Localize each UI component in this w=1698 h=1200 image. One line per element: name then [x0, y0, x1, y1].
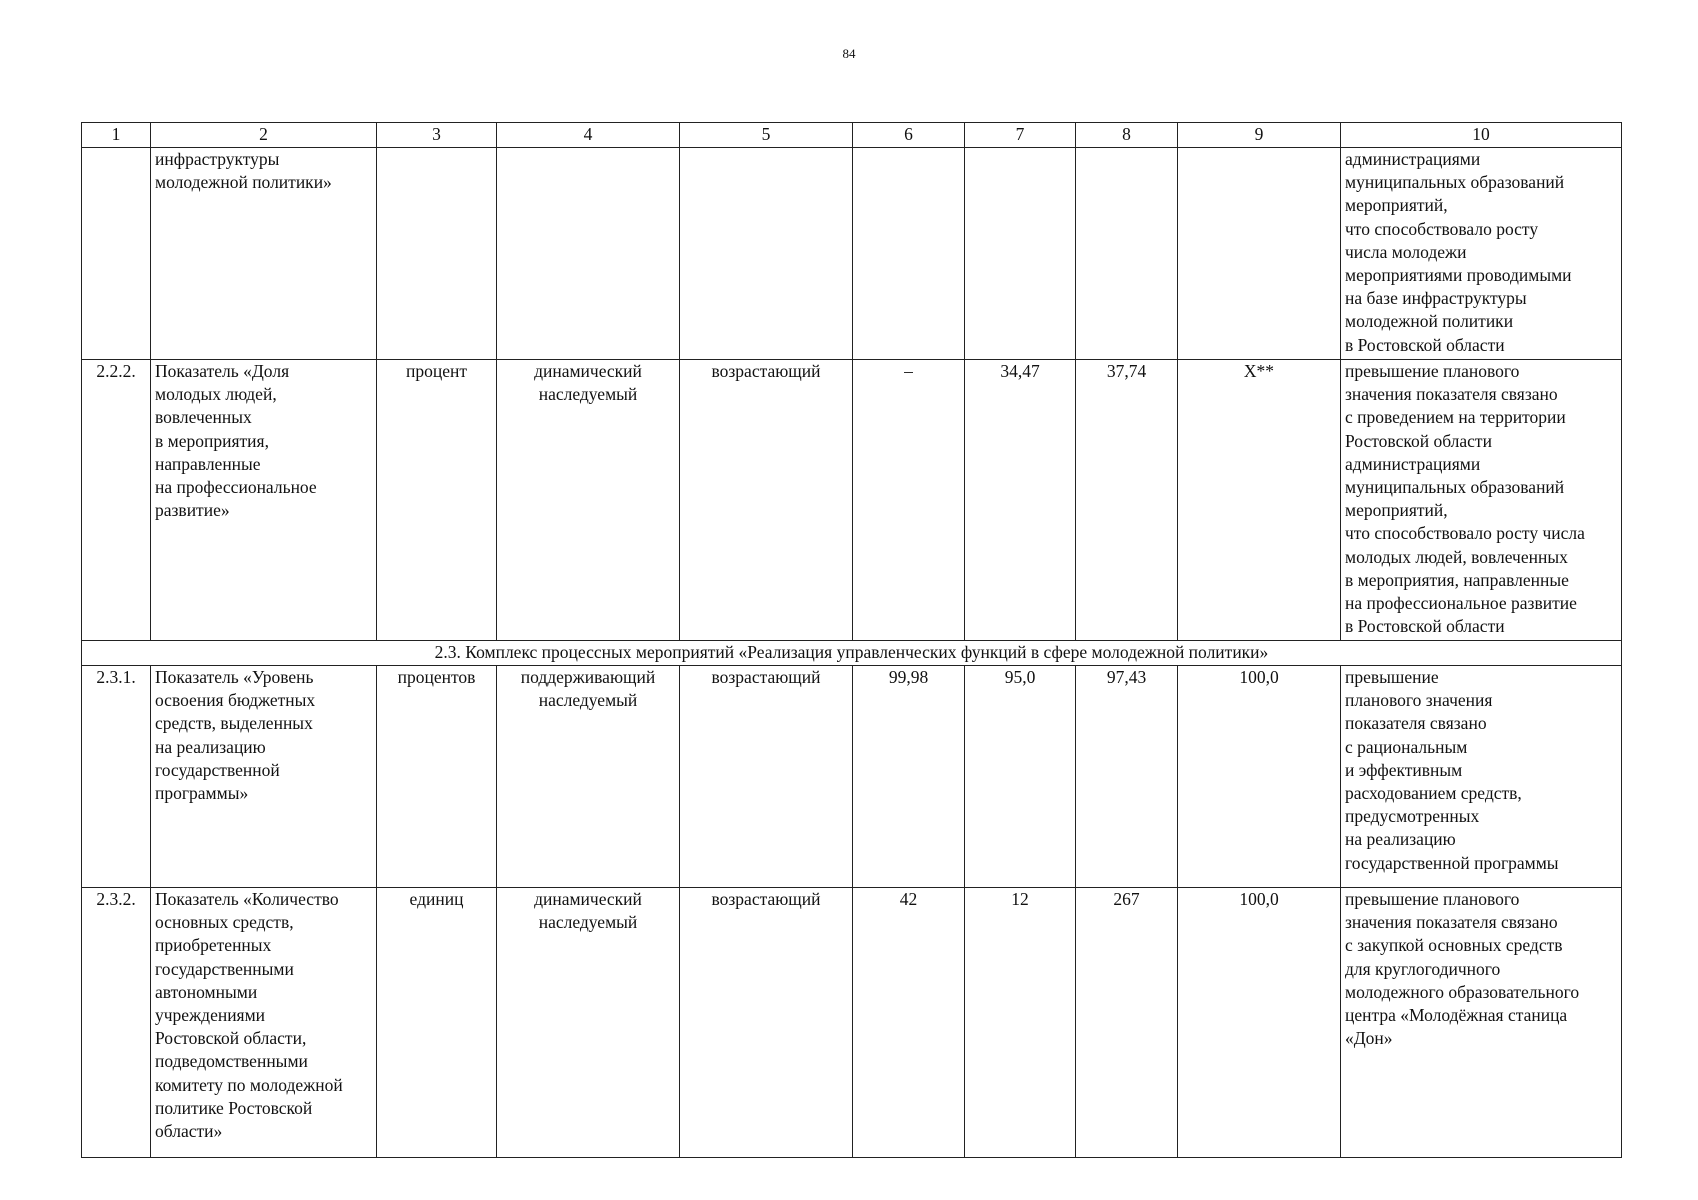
direction-cell: возрастающий: [680, 888, 853, 1158]
value-cell-6: 99,98: [853, 666, 965, 888]
column-header: 9: [1178, 123, 1341, 148]
column-header: 5: [680, 123, 853, 148]
indicator-type-cell: [497, 148, 680, 360]
comment-cell: превышение планового значения показателя связано с проведением на территории Ростовской области администрациями муниципальных образований мероприятий, что способствовало росту числа молодых людей, вовлеченных в мероприятия, направленные на профессиональное развитие в Ростовской области: [1341, 360, 1622, 641]
table-row: [82, 360, 1622, 641]
row-number-cell: [82, 148, 151, 360]
indicator-type-cell: динамический наследуемый: [497, 360, 680, 641]
value-cell-7: 12: [965, 888, 1076, 1158]
value-cell-8: [1076, 148, 1178, 360]
value-cell-6: –: [853, 360, 965, 641]
column-header: 1: [82, 123, 151, 148]
value-cell-6: 42: [853, 888, 965, 1158]
table-row: [82, 148, 1622, 360]
direction-cell: возрастающий: [680, 666, 853, 888]
column-header: 7: [965, 123, 1076, 148]
page-number: 84: [842, 46, 856, 61]
column-header: 10: [1341, 123, 1622, 148]
indicator-name-cell: Показатель «Уровень освоения бюджетных средств, выделенных на реализацию государственной программы»: [151, 666, 377, 888]
unit-cell: единиц: [377, 888, 497, 1158]
value-cell-7: 95,0: [965, 666, 1076, 888]
value-cell-9: Х**: [1178, 360, 1341, 641]
indicator-type-cell: динамический наследуемый: [497, 888, 680, 1158]
table-row: [82, 666, 1622, 888]
comment-cell: превышение планового значения показателя связано с рациональным и эффективным расходованием средств, предусмотренных на реализацию государственной программы: [1341, 666, 1622, 888]
value-cell-6: [853, 148, 965, 360]
column-header: 4: [497, 123, 680, 148]
value-cell-8: 97,43: [1076, 666, 1178, 888]
value-cell-8: 37,74: [1076, 360, 1178, 641]
unit-cell: процент: [377, 360, 497, 641]
indicator-name-cell: Показатель «Доля молодых людей, вовлеченных в мероприятия, направленные на профессиональное развитие»: [151, 360, 377, 641]
column-number-header-row: [82, 123, 1622, 148]
row-number-cell: 2.3.1.: [82, 666, 151, 888]
column-header: 3: [377, 123, 497, 148]
section-heading: 2.3. Комплекс процессных мероприятий «Реализация управленческих функций в сфере молодежной политики»: [82, 641, 1622, 666]
indicator-type-cell: поддерживающий наследуемый: [497, 666, 680, 888]
unit-cell: [377, 148, 497, 360]
indicator-name-cell: инфраструктуры молодежной политики»: [151, 148, 377, 360]
value-cell-9: 100,0: [1178, 888, 1341, 1158]
value-cell-8: 267: [1076, 888, 1178, 1158]
comment-cell: превышение планового значения показателя связано с закупкой основных средств для круглогодичного молодежного образовательного центра «Молодёжная станица «Дон»: [1341, 888, 1622, 1158]
value-cell-9: [1178, 148, 1341, 360]
direction-cell: [680, 148, 853, 360]
value-cell-7: 34,47: [965, 360, 1076, 641]
comment-cell: администрациями муниципальных образований мероприятий, что способствовало росту числа молодежи мероприятиями проводимыми на базе инфраструктуры молодежной политики в Ростовской области: [1341, 148, 1622, 360]
value-cell-9: 100,0: [1178, 666, 1341, 888]
indicator-name-cell: Показатель «Количество основных средств, приобретенных государственными автономными учреждениями Ростовской области, подведомственными комитету по молодежной политике Ростовской области»: [151, 888, 377, 1158]
row-number-cell: 2.2.2.: [82, 360, 151, 641]
row-number-cell: 2.3.2.: [82, 888, 151, 1158]
indicators-table: [81, 122, 1622, 1158]
section-heading-row: [82, 641, 1622, 666]
column-header: 6: [853, 123, 965, 148]
column-header: 8: [1076, 123, 1178, 148]
unit-cell: процентов: [377, 666, 497, 888]
column-header: 2: [151, 123, 377, 148]
value-cell-7: [965, 148, 1076, 360]
direction-cell: возрастающий: [680, 360, 853, 641]
table-row: [82, 888, 1622, 1158]
